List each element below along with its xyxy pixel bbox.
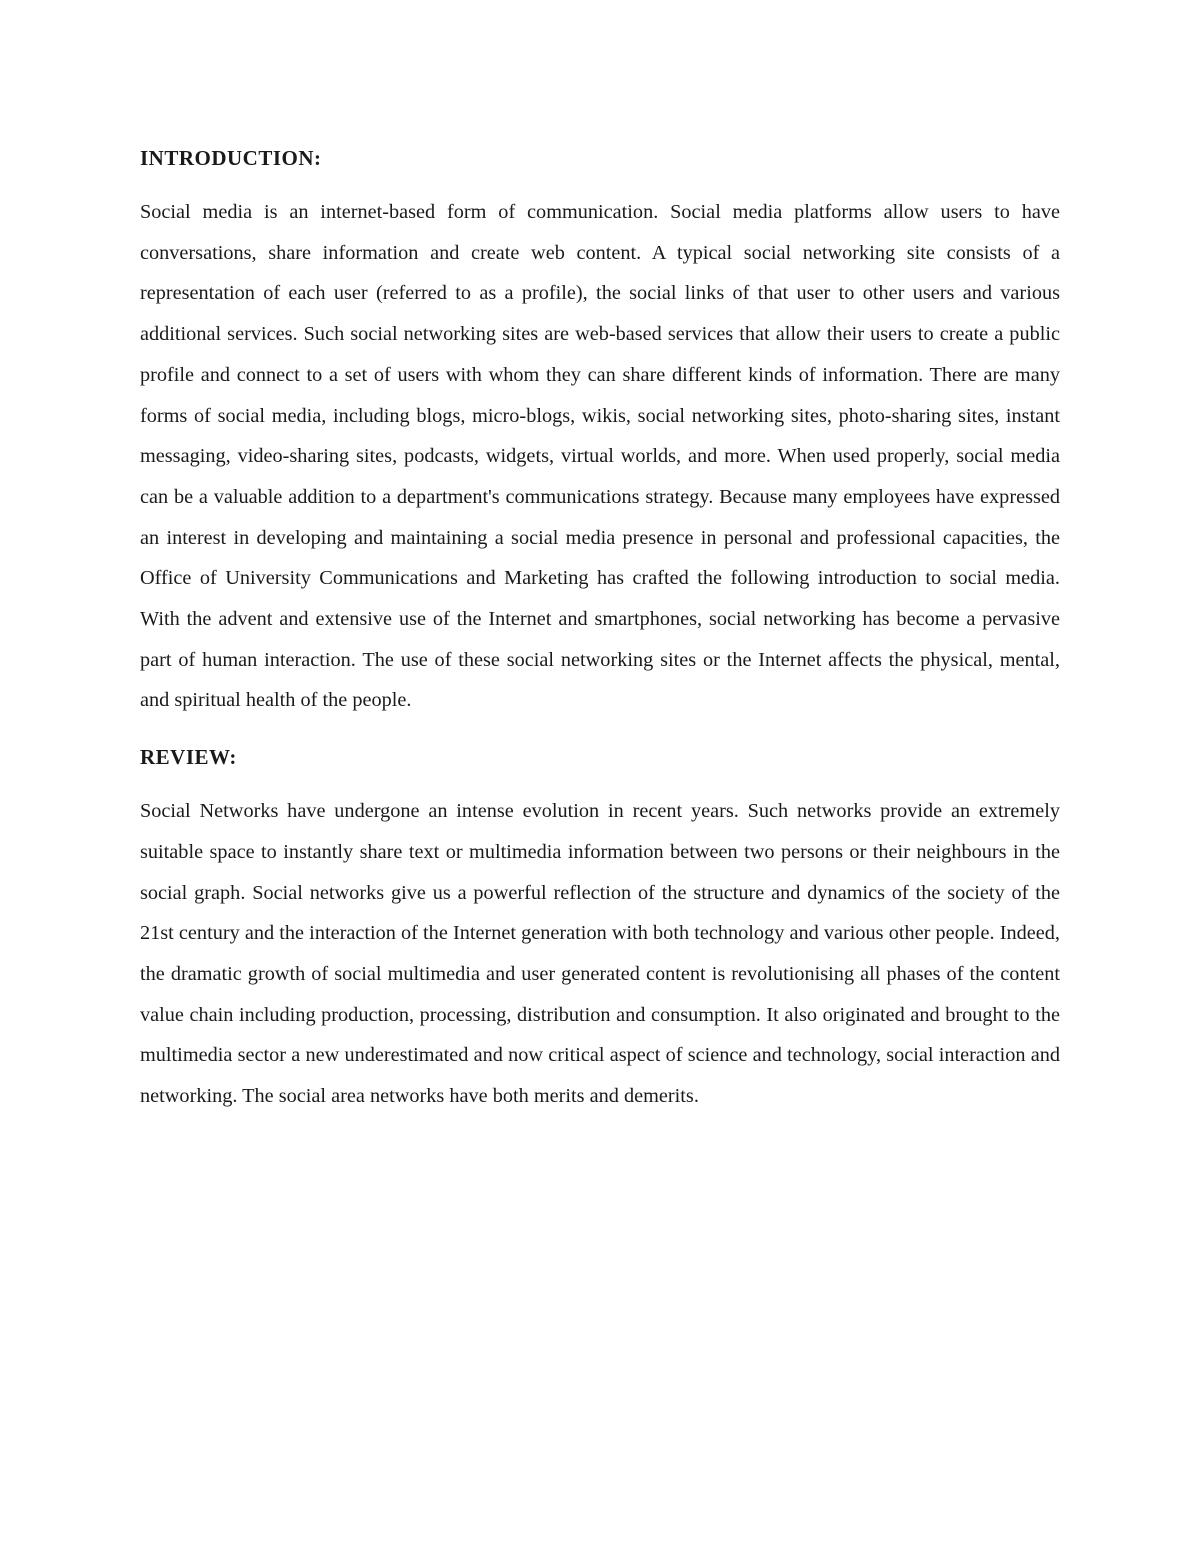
introduction-paragraph: Social media is an internet-based form of communication. Social media platforms allow users to have conversations, share information and create web content. A typical social networking site consists of a representation of each user (referred to as a profile), the social links of that user to other users and various additional services. Such social networking sites are web-based services that allow their users to create a public profile and connect to a set of users with whom they can share different kinds of information. There are many forms of social media, including blogs, micro-blogs, wikis, social networking sites, photo-sharing sites, instant messaging, video-sharing sites, podcasts, widgets, virtual worlds, and more. When used properly, social media can be a valuable addition to a department's communications strategy. Because many employees have expressed an interest in developing and maintaining a social media presence in personal and professional capacities, the Office of University Communications and Marketing has crafted the following introduction to social media. With the advent and extensive use of the Internet and smartphones, social networking has become a pervasive part of human interaction. The use of these social networking sites or the Internet affects the physical, mental, and spiritual health of the people.: [140, 201, 1060, 712]
review-heading: REVIEW:: [140, 745, 237, 770]
introduction-heading: INTRODUCTION:: [140, 146, 322, 170]
document-page: [140, 138, 1060, 1117]
review-paragraph: Social Networks have undergone an intense evolution in recent years. Such networks provide an extremely suitable space to instantly share text or multimedia information between two persons or their neighbours in the social graph. Social networks give us a powerful reflection of the structure and dynamics of the society of the 21st century and the interaction of the Internet generation with both technology and various other people. Indeed, the dramatic growth of social multimedia and user generated content is revolutionising all phases of the content value chain including production, processing, distribution and consumption. It also originated and brought to the multimedia sector a new underestimated and now critical aspect of science and technology, social interaction and networking. The social area networks have both merits and demerits.: [140, 800, 1060, 1108]
